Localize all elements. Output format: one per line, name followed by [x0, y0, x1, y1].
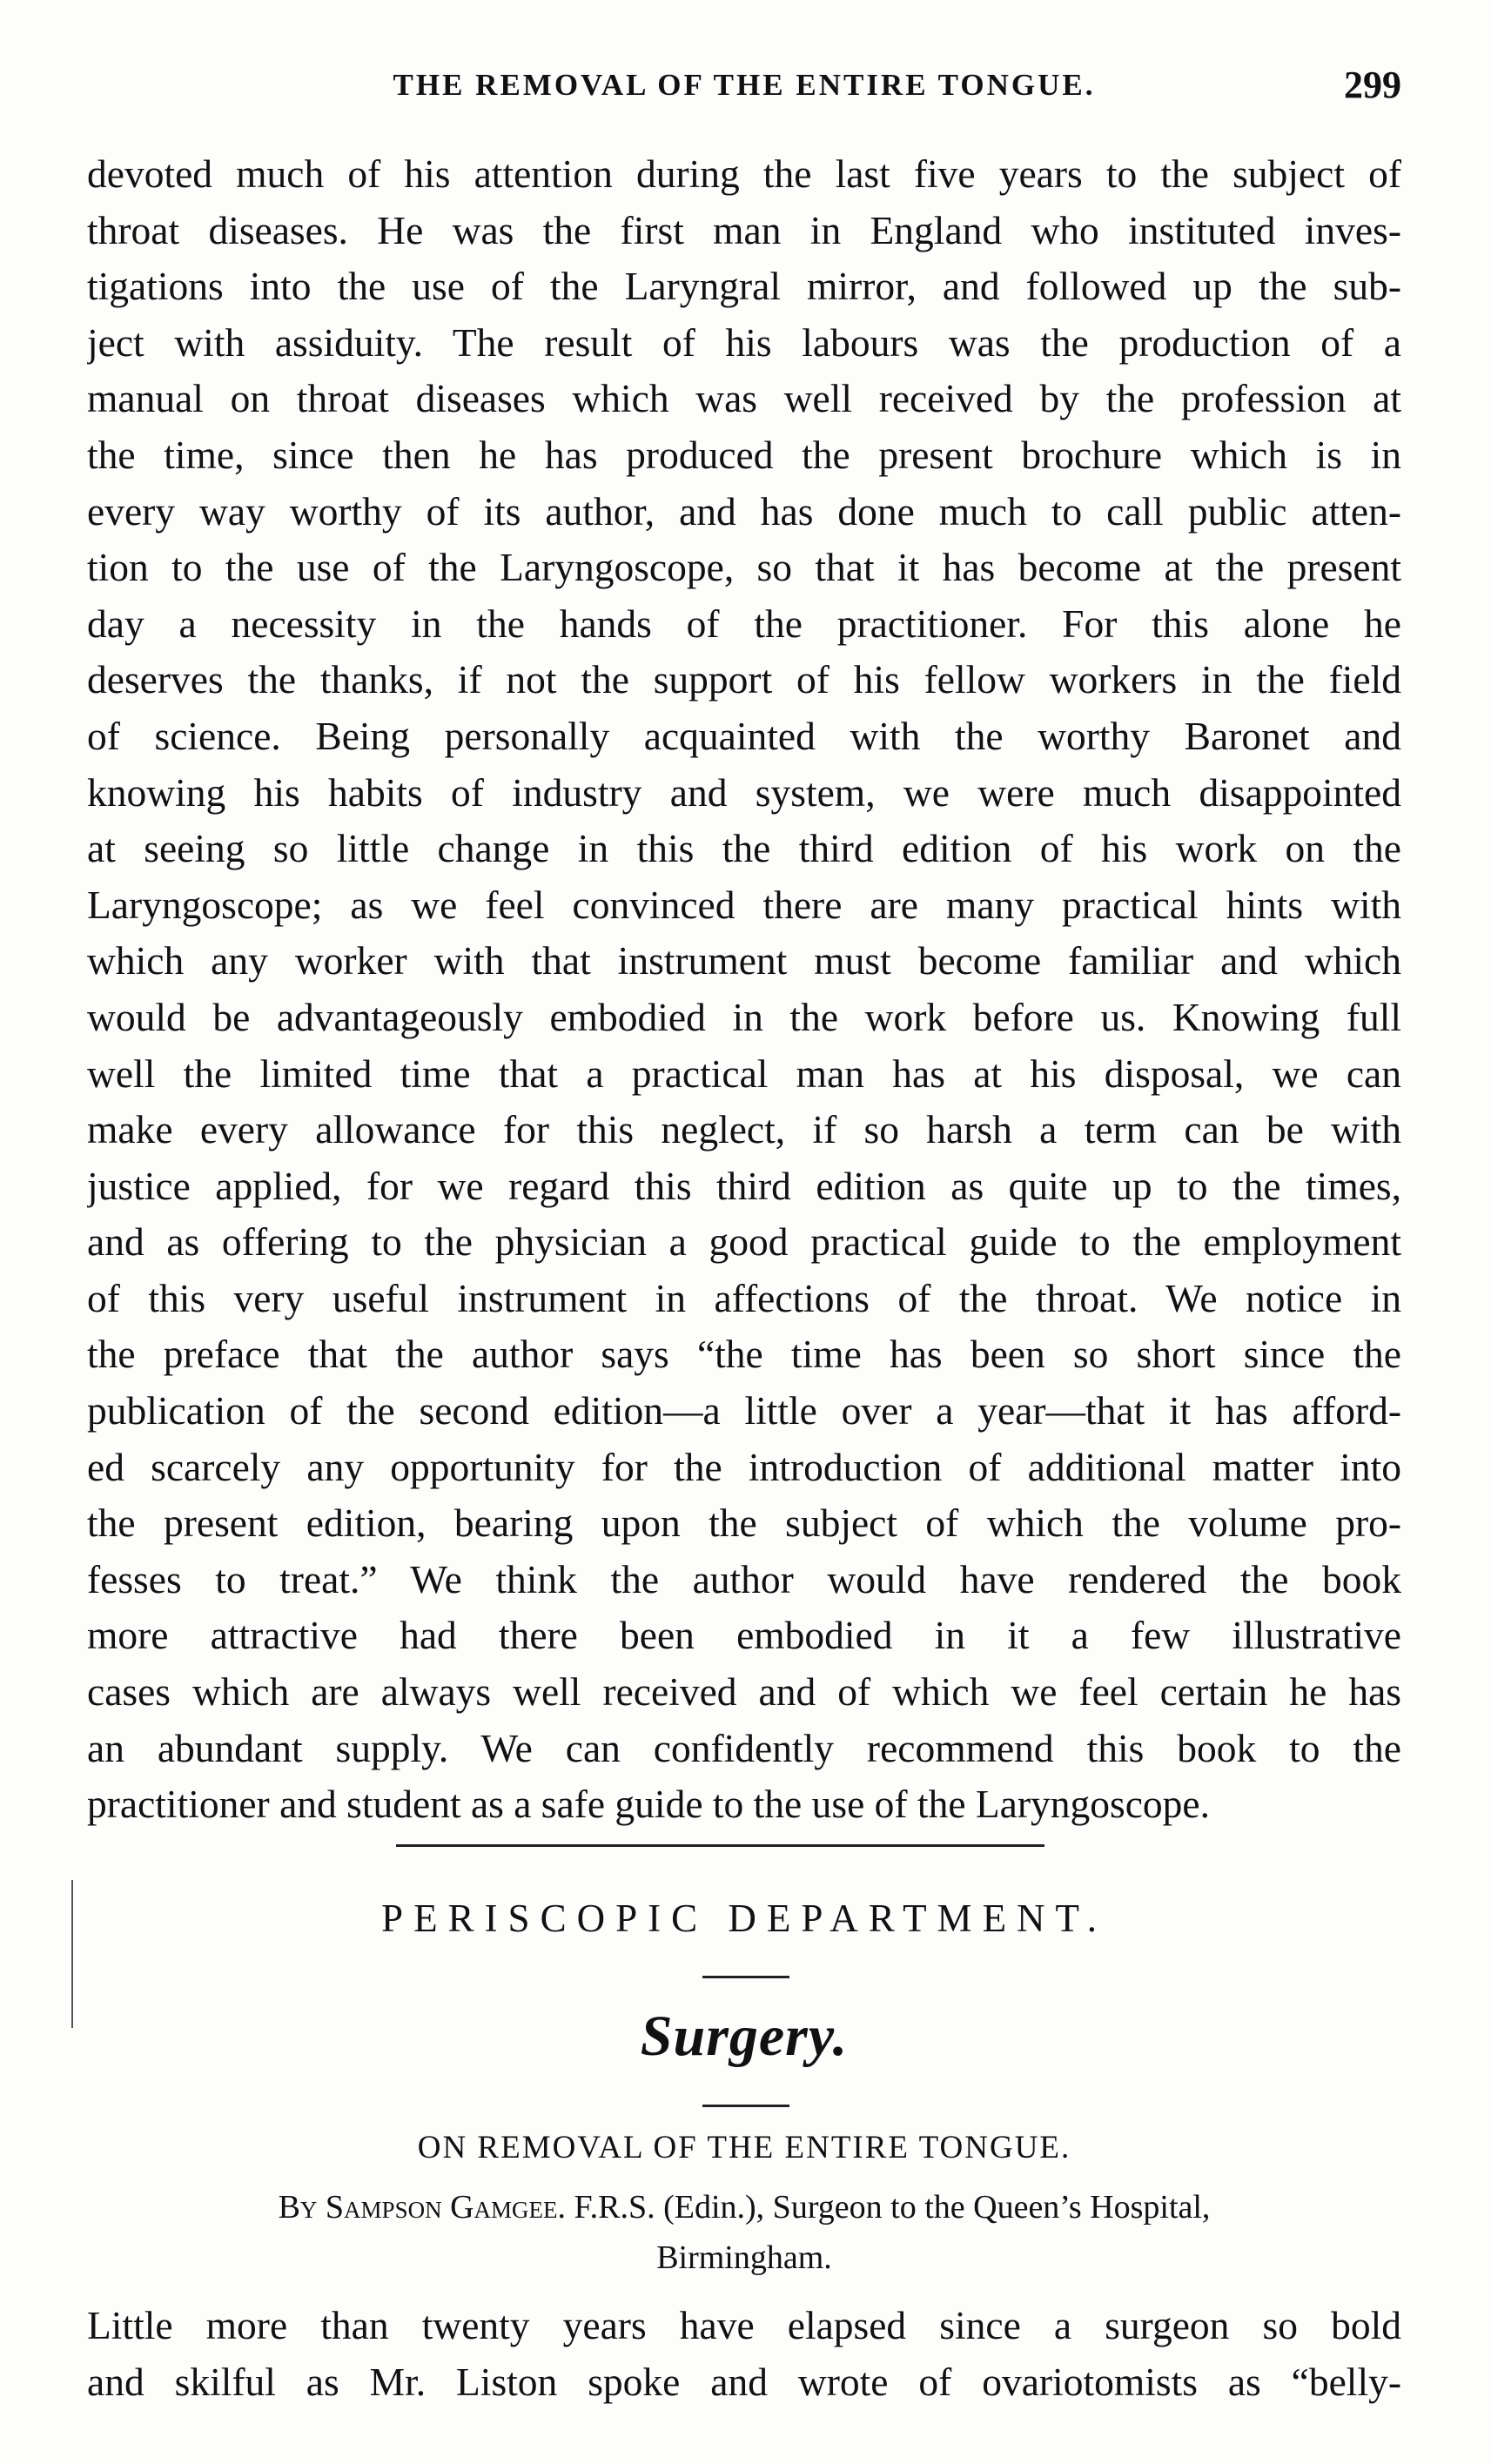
text-line: an abundant supply. We can confidently recommend this book to the	[87, 1725, 1401, 1770]
text-line: Laryngoscope; as we feel convinced there are many practical hints with	[87, 882, 1401, 927]
section-divider	[396, 1844, 1044, 1847]
text-line: tigations into the use of the Laryngral mirror, and followed up the sub-	[87, 264, 1401, 309]
text-line: devoted much of his attention during the last five years to the subject of	[87, 151, 1401, 196]
text-line: more attractive had there been embodied in it a few illustrative	[87, 1613, 1401, 1658]
text-line: ject with assiduity. The result of his labours was the production of a	[87, 319, 1401, 365]
running-title: THE REMOVAL OF THE ENTIRE TONGUE.	[393, 68, 1096, 102]
text-line: manual on throat diseases which was well received by the profession at	[87, 376, 1401, 421]
margin-mark	[71, 1880, 73, 2028]
department-title: PERISCOPIC DEPARTMENT.	[381, 1897, 1107, 1940]
text-line: fesses to treat.” We think the author would have rendered the book	[87, 1556, 1401, 1601]
author-location: Birmingham.	[656, 2239, 832, 2276]
text-line: would be advantageously embodied in the work before us. Knowing full	[87, 994, 1401, 1039]
text-line: the present edition, bearing upon the subject of which the volume pro-	[87, 1501, 1401, 1546]
text-line: tion to the use of the Laryngoscope, so that it has become at the present	[87, 545, 1401, 590]
text-line: and as offering to the physician a good practical guide to the employment	[87, 1219, 1401, 1265]
text-line: the time, since then he has produced the present brochure which is in	[87, 432, 1401, 477]
text-line: deserves the thanks, if not the support of his fellow workers in the field	[87, 657, 1401, 702]
text-line: at seeing so little change in this the third edition of his work on the	[87, 826, 1401, 871]
text-line: knowing his habits of industry and system, we were much disappointed	[87, 769, 1401, 815]
article-title: ON REMOVAL OF THE ENTIRE TONGUE.	[417, 2130, 1071, 2165]
review-paragraph	[87, 146, 1401, 1833]
section-heading: Surgery.	[640, 2004, 849, 2068]
running-head	[87, 63, 1401, 115]
article-byline	[87, 2182, 1401, 2283]
title-rule	[702, 2105, 789, 2107]
author-credentials: F.R.S. (Edin.), Surgeon to the Queen’s Hospital,	[574, 2189, 1211, 2226]
text-line: of this very useful instrument in affections of the throat. We notice in	[87, 1275, 1401, 1320]
text-line: which any worker with that instrument must become familiar and which	[87, 938, 1401, 984]
text-line: throat diseases. He was the first man in England who instituted inves-	[87, 207, 1401, 252]
text-line: every way worthy of its author, and has done much to call public atten-	[87, 488, 1401, 534]
text-line: Little more than twenty years have elapsed since a surgeon so bold	[87, 2303, 1401, 2347]
author-name: Sampson Gamgee.	[325, 2189, 567, 2226]
text-line: day a necessity in the hands of the practitioner. For this alone he	[87, 601, 1401, 646]
article-paragraph	[87, 2298, 1401, 2410]
text-line: make every allowance for this neglect, if so harsh a term can be with	[87, 1107, 1401, 1152]
text-line: the preface that the author says “the time has been so short since the	[87, 1332, 1401, 1377]
text-line: and skilful as Mr. Liston spoke and wrote of ovariotomists as “belly-	[87, 2359, 1401, 2404]
byline-prefix: By	[278, 2189, 318, 2226]
text-line: cases which are always well received and of which we feel certain he has	[87, 1669, 1401, 1715]
text-line: justice applied, for we regard this third edition as quite up to the times,	[87, 1163, 1401, 1208]
text-line: ed scarcely any opportunity for the introduction of additional matter into	[87, 1444, 1401, 1489]
title-rule	[702, 1976, 789, 1978]
text-line: well the limited time that a practical man has at his disposal, we can	[87, 1051, 1401, 1096]
page-number: 299	[1344, 64, 1401, 106]
text-line: publication of the second edition—a little over a year—that it has afford-	[87, 1388, 1401, 1433]
text-line: of science. Being personally acquainted with the worthy Baronet and	[87, 713, 1401, 758]
text-line: practitioner and student as a safe guide to the use of the Laryngoscope.	[87, 1782, 1210, 1827]
